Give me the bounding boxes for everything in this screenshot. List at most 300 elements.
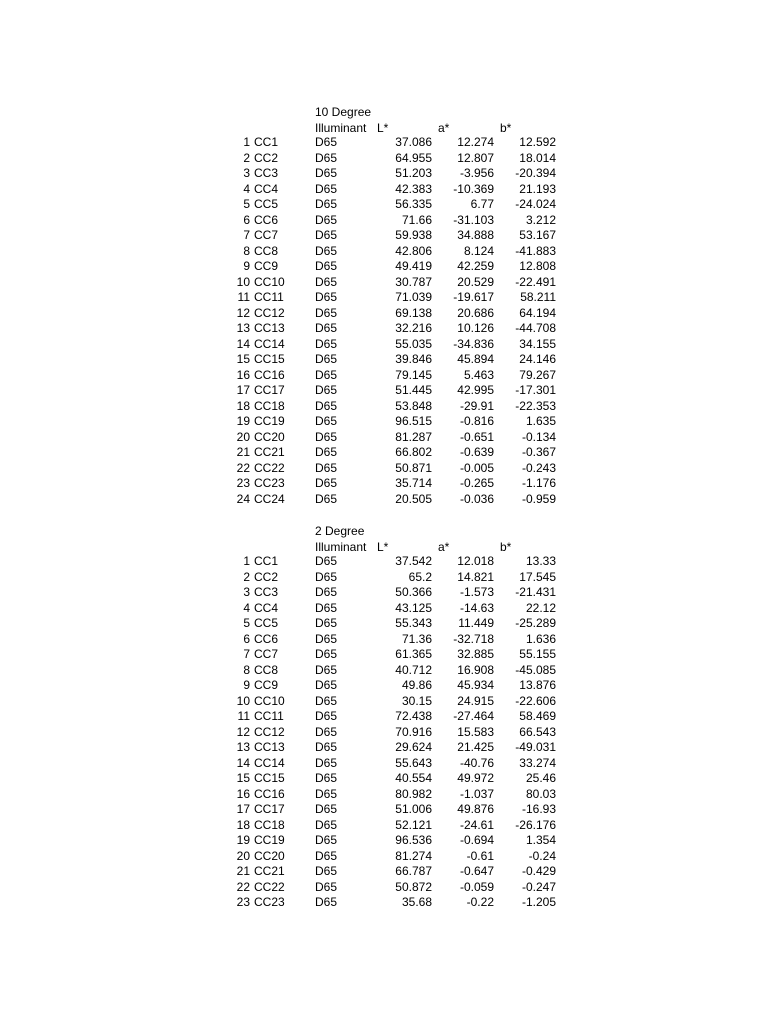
l-star-value: 81.287: [395, 429, 432, 444]
a-star-value: -27.464: [453, 709, 494, 723]
b-star-value: 18.014: [519, 150, 556, 165]
table-row: [0, 166, 768, 182]
b-star-value: 64.194: [519, 305, 556, 320]
table-row: [0, 197, 768, 213]
sample-id: CC20: [254, 848, 285, 863]
b-star-value: -22.353: [515, 398, 556, 413]
l-star-value: 65.2: [408, 569, 432, 584]
illuminant-value: D65: [315, 429, 338, 444]
table-row: [0, 414, 768, 430]
a-star-value: -0.816: [459, 414, 494, 428]
a-star-value: -0.22: [466, 895, 494, 909]
table-row: [0, 725, 768, 741]
table-row: [0, 399, 768, 415]
a-star-value: -14.63: [459, 600, 494, 615]
table-row: [0, 228, 768, 244]
l-star-value: 51.445: [395, 383, 432, 397]
table-row: [0, 476, 768, 492]
a-star-value: 24.915: [457, 693, 494, 708]
b-star-value: -44.708: [515, 321, 556, 335]
illuminant-value: D65: [315, 554, 338, 568]
sample-id: CC17: [254, 802, 285, 816]
table-row: [0, 709, 768, 725]
l-star-value: 40.712: [395, 662, 432, 677]
row-number: 20: [236, 429, 250, 444]
sample-id: CC16: [254, 367, 285, 382]
header-l-star: L*: [377, 120, 389, 135]
a-star-value: 10.126: [457, 321, 494, 335]
row-number: 10: [236, 693, 250, 708]
sample-id: CC7: [254, 228, 279, 242]
b-star-value: 13.876: [519, 678, 556, 692]
b-star-value: 55.155: [519, 647, 556, 661]
illuminant-value: D65: [315, 709, 338, 723]
l-star-value: 49.86: [401, 678, 432, 692]
table-row: [0, 321, 768, 337]
table-row: [0, 849, 768, 865]
l-star-value: 79.145: [395, 367, 432, 382]
row-number: 4: [243, 181, 250, 196]
l-star-value: 39.846: [395, 352, 432, 366]
table-row: [0, 368, 768, 384]
table-row: [0, 135, 768, 151]
row-number: 17: [236, 802, 250, 816]
b-star-value: -22.491: [515, 274, 556, 289]
header-a-star: a*: [438, 539, 450, 554]
l-star-value: 64.955: [395, 150, 432, 165]
row-number: 9: [243, 678, 250, 692]
sample-id: CC10: [254, 693, 285, 708]
b-star-value: -24.024: [515, 197, 556, 211]
l-star-value: 40.554: [395, 771, 432, 785]
l-star-value: 30.787: [395, 274, 432, 289]
row-number: 12: [236, 305, 250, 320]
illuminant-value: D65: [315, 802, 338, 816]
b-star-value: 1.354: [525, 833, 556, 847]
a-star-value: -19.617: [453, 290, 494, 304]
a-star-value: -0.265: [459, 476, 494, 490]
row-number: 19: [236, 414, 250, 428]
a-star-value: -29.91: [459, 398, 494, 413]
a-star-value: 8.124: [463, 243, 494, 258]
row-number: 24: [236, 491, 250, 506]
table-row: [0, 787, 768, 803]
b-star-value: 1.636: [525, 631, 556, 646]
l-star-value: 66.802: [395, 445, 432, 459]
row-number: 23: [236, 895, 250, 909]
a-star-value: 21.425: [457, 740, 494, 754]
table-row: [0, 290, 768, 306]
b-star-value: -26.176: [515, 817, 556, 832]
a-star-value: 11.449: [458, 616, 494, 630]
l-star-value: 42.806: [395, 243, 432, 258]
table-row: [0, 352, 768, 368]
l-star-value: 51.006: [395, 802, 432, 816]
table-row: [0, 570, 768, 586]
b-star-value: 80.03: [525, 786, 556, 801]
sample-id: CC11: [254, 290, 284, 304]
illuminant-value: D65: [315, 895, 338, 909]
sample-id: CC24: [254, 491, 285, 506]
b-star-value: 25.46: [525, 771, 556, 785]
l-star-value: 50.871: [395, 460, 432, 475]
l-star-value: 37.086: [395, 135, 432, 149]
header-b-star: b*: [500, 120, 512, 135]
table-row: [0, 182, 768, 198]
sample-id: CC19: [254, 414, 285, 428]
a-star-value: 34.888: [457, 228, 494, 242]
sample-id: CC9: [254, 678, 279, 692]
row-number: 12: [236, 724, 250, 739]
a-star-value: -0.005: [459, 460, 494, 475]
b-star-value: 12.808: [519, 259, 556, 273]
a-star-value: 42.995: [457, 383, 494, 397]
illuminant-value: D65: [315, 848, 338, 863]
illuminant-value: D65: [315, 833, 338, 847]
b-star-value: -0.247: [521, 879, 556, 894]
illuminant-value: D65: [315, 693, 338, 708]
a-star-value: 12.807: [457, 150, 494, 165]
row-number: 10: [236, 274, 250, 289]
a-star-value: -0.647: [459, 864, 494, 878]
row-number: 2: [243, 150, 250, 165]
sample-id: CC4: [254, 600, 279, 615]
table-title: 10 Degree: [315, 105, 372, 119]
l-star-value: 71.039: [395, 290, 432, 304]
row-number: 19: [236, 833, 250, 847]
b-star-value: 58.469: [519, 709, 556, 723]
b-star-value: 12.592: [519, 135, 556, 149]
row-number: 18: [236, 817, 250, 832]
sample-id: CC19: [254, 833, 285, 847]
a-star-value: 45.934: [457, 678, 494, 692]
illuminant-value: D65: [315, 491, 338, 506]
table-row: [0, 771, 768, 787]
illuminant-value: D65: [315, 367, 338, 382]
table-row: [0, 647, 768, 663]
sample-id: CC13: [254, 740, 285, 754]
row-number: 23: [236, 476, 250, 490]
l-star-value: 59.938: [395, 228, 432, 242]
b-star-value: -0.243: [521, 460, 556, 475]
l-star-value: 81.274: [395, 848, 432, 863]
illuminant-value: D65: [315, 166, 338, 180]
sample-id: CC6: [254, 212, 279, 227]
illuminant-value: D65: [315, 150, 338, 165]
illuminant-value: D65: [315, 879, 338, 894]
table-row: [0, 756, 768, 772]
illuminant-value: D65: [315, 476, 338, 490]
b-star-value: 34.155: [519, 336, 556, 351]
sample-id: CC14: [254, 755, 285, 770]
l-star-value: 32.216: [395, 321, 432, 335]
b-star-value: 58.211: [520, 290, 556, 304]
l-star-value: 53.848: [395, 398, 432, 413]
sample-id: CC10: [254, 274, 285, 289]
sample-id: CC21: [254, 864, 285, 878]
illuminant-value: D65: [315, 755, 338, 770]
a-star-value: -1.037: [459, 786, 494, 801]
table-row: [0, 585, 768, 601]
row-number: 16: [236, 786, 250, 801]
illuminant-value: D65: [315, 585, 338, 599]
sample-id: CC6: [254, 631, 279, 646]
illuminant-value: D65: [315, 305, 338, 320]
row-number: 6: [243, 212, 250, 227]
illuminant-value: D65: [315, 228, 338, 242]
sample-id: CC7: [254, 647, 279, 661]
row-number: 9: [243, 259, 250, 273]
sample-id: CC2: [254, 150, 279, 165]
row-number: 4: [243, 600, 250, 615]
a-star-value: 12.018: [457, 554, 494, 568]
table-row: [0, 601, 768, 617]
b-star-value: -25.289: [515, 616, 556, 630]
table-row: [0, 213, 768, 229]
illuminant-value: D65: [315, 569, 338, 584]
illuminant-value: D65: [315, 135, 338, 149]
b-star-value: 3.212: [525, 212, 556, 227]
sample-id: CC18: [254, 398, 285, 413]
a-star-value: -31.103: [453, 212, 494, 227]
table-row: [0, 802, 768, 818]
a-star-value: -24.61: [459, 817, 494, 832]
row-number: 14: [236, 755, 250, 770]
a-star-value: -34.836: [453, 336, 494, 351]
illuminant-value: D65: [315, 197, 338, 211]
sample-id: CC15: [254, 771, 285, 785]
illuminant-value: D65: [315, 616, 338, 630]
illuminant-value: D65: [315, 274, 338, 289]
row-number: 1: [243, 554, 250, 568]
l-star-value: 55.643: [395, 755, 432, 770]
table-title: 2 Degree: [315, 524, 365, 538]
l-star-value: 56.335: [395, 197, 432, 211]
illuminant-value: D65: [315, 414, 338, 428]
a-star-value: 20.529: [457, 274, 494, 289]
table-row: [0, 430, 768, 446]
table-row: [0, 895, 768, 911]
sample-id: CC17: [254, 383, 285, 397]
a-star-value: 16.908: [457, 662, 494, 677]
row-number: 14: [236, 336, 250, 351]
b-star-value: -20.394: [515, 166, 556, 180]
table-row: [0, 616, 768, 632]
header-illuminant: Illuminant: [315, 120, 367, 135]
l-star-value: 35.68: [401, 895, 432, 909]
illuminant-value: D65: [315, 290, 338, 304]
row-number: 5: [243, 616, 250, 630]
a-star-value: -3.956: [459, 166, 494, 180]
l-star-value: 50.366: [395, 585, 432, 599]
a-star-value: 14.821: [457, 569, 494, 584]
sample-id: CC8: [254, 243, 279, 258]
sample-id: CC8: [254, 662, 279, 677]
a-star-value: -0.694: [459, 833, 494, 847]
sample-id: CC3: [254, 166, 279, 180]
b-star-value: -45.085: [515, 662, 556, 677]
table-row: [0, 445, 768, 461]
a-star-value: 49.972: [457, 771, 494, 785]
illuminant-value: D65: [315, 647, 338, 661]
a-star-value: 20.686: [457, 305, 494, 320]
l-star-value: 71.66: [401, 212, 432, 227]
sample-id: CC20: [254, 429, 285, 444]
b-star-value: -1.205: [521, 895, 556, 909]
row-number: 21: [236, 445, 250, 459]
row-number: 17: [236, 383, 250, 397]
row-number: 3: [243, 166, 250, 180]
a-star-value: -0.61: [466, 848, 494, 863]
b-star-value: -41.883: [515, 243, 556, 258]
table-row: [0, 275, 768, 291]
b-star-value: -0.429: [521, 864, 556, 878]
illuminant-value: D65: [315, 336, 338, 351]
a-star-value: 45.894: [457, 352, 494, 366]
a-star-value: -1.573: [459, 585, 494, 599]
sample-id: CC11: [254, 709, 284, 723]
table-row: [0, 740, 768, 756]
table-row: [0, 259, 768, 275]
table-rows: [0, 554, 768, 911]
l-star-value: 35.714: [395, 476, 432, 490]
illuminant-value: D65: [315, 445, 338, 459]
illuminant-value: D65: [315, 662, 338, 677]
illuminant-value: D65: [315, 352, 338, 366]
row-number: 7: [243, 647, 250, 661]
table-row: [0, 663, 768, 679]
b-star-value: 79.267: [519, 367, 556, 382]
illuminant-value: D65: [315, 398, 338, 413]
b-star-value: -17.301: [515, 383, 556, 397]
illuminant-value: D65: [315, 212, 338, 227]
sample-id: CC12: [254, 305, 285, 320]
l-star-value: 72.438: [395, 709, 432, 723]
header-illuminant: Illuminant: [315, 539, 367, 554]
table-row: [0, 337, 768, 353]
l-star-value: 30.15: [401, 693, 432, 708]
l-star-value: 51.203: [395, 166, 432, 180]
row-number: 16: [236, 367, 250, 382]
sample-id: CC23: [254, 895, 285, 909]
b-star-value: -0.959: [521, 491, 556, 506]
b-star-value: 53.167: [519, 228, 556, 242]
illuminant-value: D65: [315, 740, 338, 754]
a-star-value: 15.583: [457, 724, 494, 739]
a-star-value: 6.77: [470, 197, 494, 211]
b-star-value: -1.176: [521, 476, 556, 490]
illuminant-value: D65: [315, 786, 338, 801]
a-star-value: -40.76: [459, 755, 494, 770]
l-star-value: 80.982: [395, 786, 432, 801]
row-number: 11: [237, 290, 250, 304]
a-star-value: -32.718: [453, 631, 494, 646]
sample-id: CC15: [254, 352, 285, 366]
a-star-value: 42.259: [457, 259, 494, 273]
table-row: [0, 694, 768, 710]
row-number: 8: [243, 662, 250, 677]
illuminant-value: D65: [315, 383, 338, 397]
sample-id: CC4: [254, 181, 279, 196]
row-number: 7: [243, 228, 250, 242]
b-star-value: -0.134: [521, 429, 556, 444]
row-number: 3: [243, 585, 250, 599]
l-star-value: 55.035: [395, 336, 432, 351]
l-star-value: 43.125: [395, 600, 432, 615]
row-number: 15: [236, 771, 250, 785]
table-row: [0, 632, 768, 648]
illuminant-value: D65: [315, 321, 338, 335]
l-star-value: 52.121: [395, 817, 432, 832]
row-number: 22: [236, 879, 250, 894]
b-star-value: 1.635: [525, 414, 556, 428]
l-star-value: 70.916: [395, 724, 432, 739]
b-star-value: 33.274: [519, 755, 556, 770]
illuminant-value: D65: [315, 181, 338, 196]
b-star-value: 21.193: [519, 181, 556, 196]
row-number: 21: [236, 864, 250, 878]
sample-id: CC1: [254, 135, 279, 149]
a-star-value: -0.059: [459, 879, 494, 894]
illuminant-value: D65: [315, 724, 338, 739]
sample-id: CC22: [254, 879, 285, 894]
sample-id: CC5: [254, 197, 279, 211]
l-star-value: 61.365: [395, 647, 432, 661]
sample-id: CC12: [254, 724, 285, 739]
b-star-value: 66.543: [519, 724, 556, 739]
table-row: [0, 554, 768, 570]
sample-id: CC3: [254, 585, 279, 599]
sample-id: CC13: [254, 321, 285, 335]
illuminant-value: D65: [315, 771, 338, 785]
l-star-value: 96.515: [395, 414, 432, 428]
row-number: 22: [236, 460, 250, 475]
header-l-star: L*: [377, 539, 389, 554]
row-number: 2: [243, 569, 250, 584]
table-row: [0, 383, 768, 399]
table-row: [0, 833, 768, 849]
row-number: 13: [236, 321, 250, 335]
b-star-value: -0.367: [521, 445, 556, 459]
b-star-value: -16.93: [521, 802, 556, 816]
b-star-value: -21.431: [515, 585, 556, 599]
sample-id: CC9: [254, 259, 279, 273]
sample-id: CC23: [254, 476, 285, 490]
sample-id: CC1: [254, 554, 279, 568]
row-number: 5: [243, 197, 250, 211]
illuminant-value: D65: [315, 460, 338, 475]
l-star-value: 55.343: [395, 616, 432, 630]
a-star-value: 49.876: [457, 802, 494, 816]
row-number: 11: [237, 709, 250, 723]
table-row: [0, 880, 768, 896]
table-row: [0, 818, 768, 834]
sample-id: CC18: [254, 817, 285, 832]
a-star-value: 12.274: [457, 135, 494, 149]
row-number: 15: [236, 352, 250, 366]
b-star-value: 13.33: [525, 554, 556, 568]
b-star-value: -22.606: [515, 693, 556, 708]
illuminant-value: D65: [315, 864, 338, 878]
row-number: 20: [236, 848, 250, 863]
l-star-value: 29.624: [395, 740, 432, 754]
a-star-value: -0.036: [459, 491, 494, 506]
l-star-value: 37.542: [395, 554, 432, 568]
illuminant-value: D65: [315, 631, 338, 646]
row-number: 13: [236, 740, 250, 754]
l-star-value: 50.872: [395, 879, 432, 894]
row-number: 8: [243, 243, 250, 258]
